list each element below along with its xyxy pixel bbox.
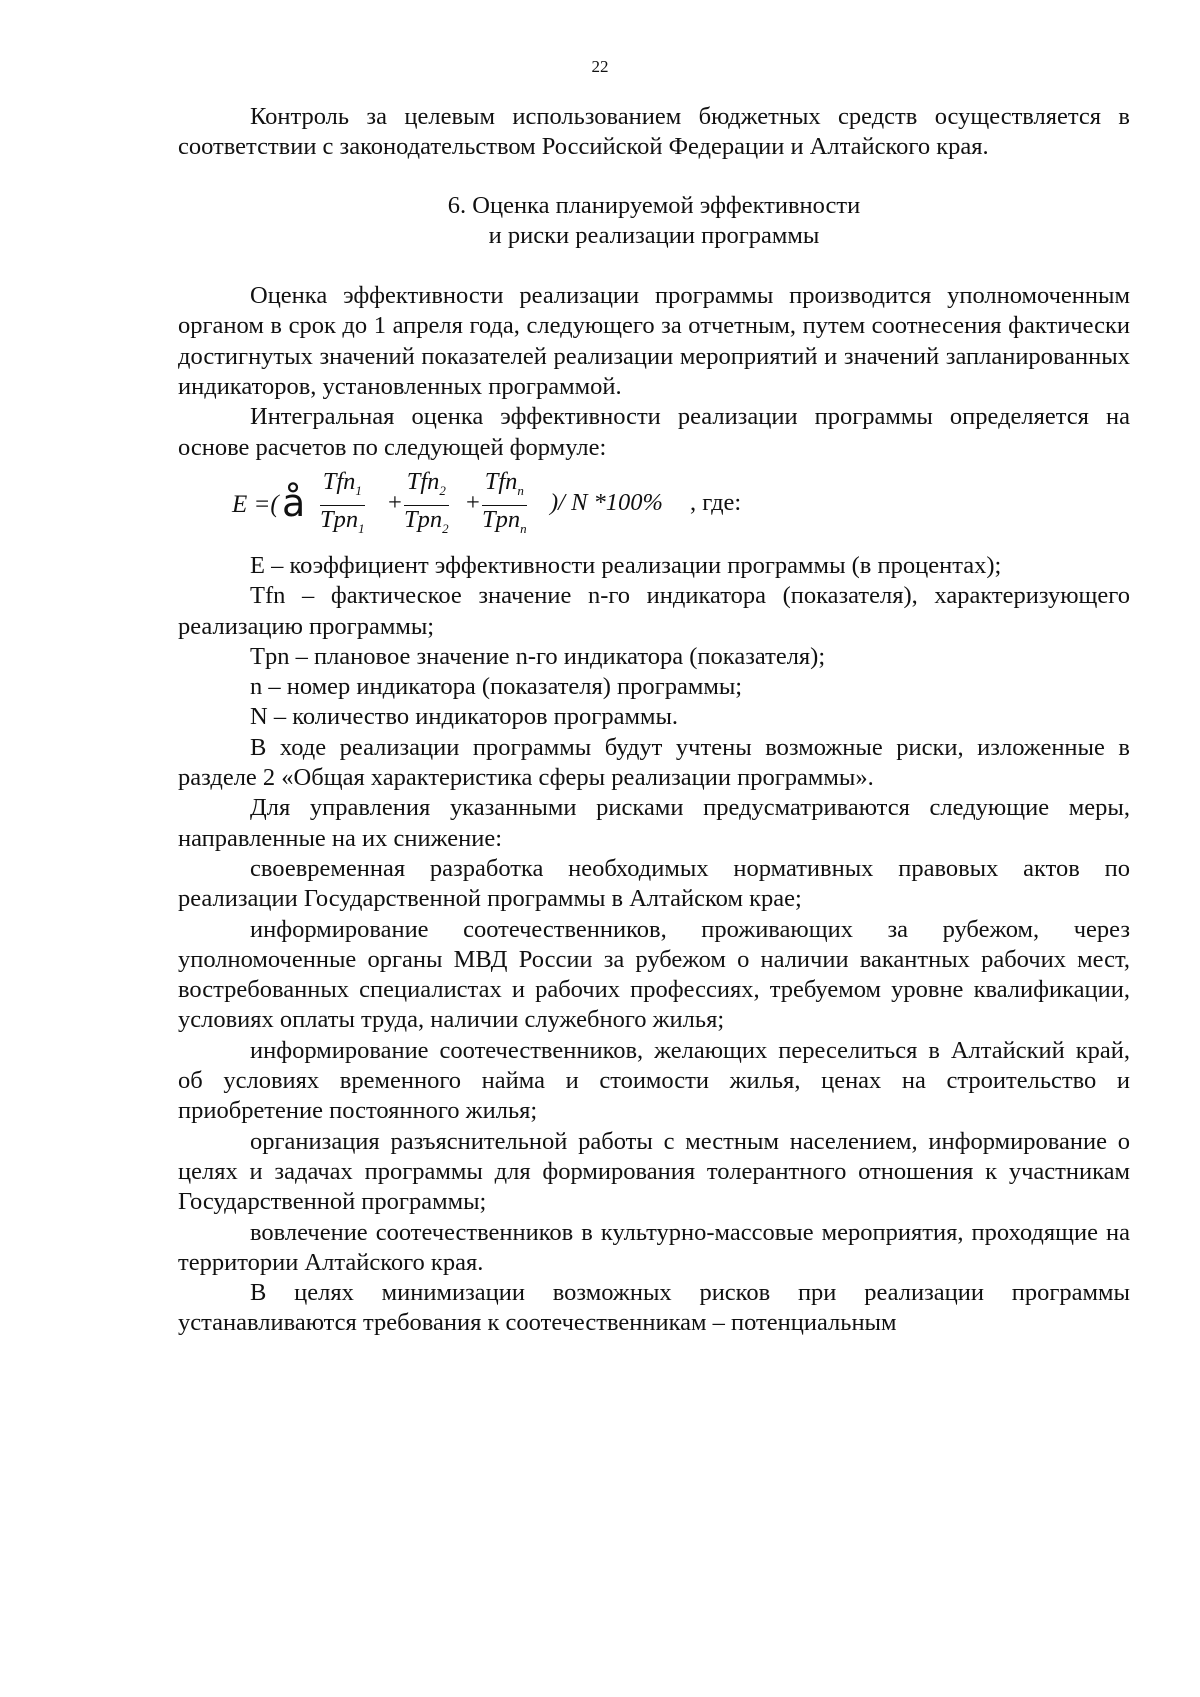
paragraph-risks: В ходе реализации программы будут учтены возможные риски, изложенные в разделе 2 «Общая характеристика сферы реализации программы». xyxy=(178,733,1130,792)
section-title-line-2: и риски реализации программы xyxy=(488,221,820,249)
fraction-2-denominator: Tpn xyxy=(404,505,443,533)
measure-cultural-events: вовлечение соотечественников в культурно-массовые мероприятия, проходящие на территории Алтайского края. xyxy=(178,1218,1130,1276)
formula-fraction-2 xyxy=(404,469,449,543)
measure-informing-housing: информирование соотечественников, желающих переселиться в Алтайский край, об условиях временного найма и стоимости жилья, ценах на строительство и приобретение постоянного жилья; xyxy=(178,1036,1130,1125)
formula-fraction-n xyxy=(482,469,527,543)
fraction-2-denominator-index: 2 xyxy=(442,520,449,536)
fraction-n-denominator: Tpn xyxy=(482,505,521,533)
fraction-n-denominator-index: n xyxy=(520,520,527,536)
measure-legal-acts: своевременная разработка необходимых нормативных правовых актов по реализации Государственной программы в Алтайском крае; xyxy=(178,854,1130,913)
paragraph-integral-estimate: Интегральная оценка эффективности реализации программы определяется на основе расчетов по следующей формуле: xyxy=(178,403,1130,461)
measure-explanatory-work: организация разъяснительной работы с местным населением, информирование о целях и задачах программы для формирования толерантного отношения к участникам Государственной программы; xyxy=(178,1127,1130,1216)
section-title-line-1: 6. Оценка планируемой эффективности xyxy=(447,191,861,219)
formula-lhs: E =( xyxy=(232,490,279,518)
measure-informing-abroad: информирование соотечественников, проживающих за рубежом, через уполномоченные органы МВД России за рубежом о наличии вакантных рабочих мест, востребованных специалистах и рабочих профессиях, требуемом уровне квалификации, условиях оплаты труда, наличии служебного жилья; xyxy=(178,915,1130,1034)
formula-fraction-1 xyxy=(320,469,365,543)
paragraph-requirements: В целях минимизации возможных рисков при реализации программы устанавливаются требования к соотечественникам – потенциальным xyxy=(178,1279,1130,1337)
definition-tfn: Tfn – фактическое значение n-го индикатора (показателя), характеризующего реализацию программы; xyxy=(178,582,1130,640)
definition-n: n – номер индикатора (показателя) программы; xyxy=(250,673,743,701)
efficiency-formula xyxy=(178,467,1130,545)
fraction-2-numerator: Tfn xyxy=(406,467,440,495)
fraction-n-numerator: Tfn xyxy=(484,467,518,495)
formula-sum-symbol: å xyxy=(282,480,306,525)
fraction-1-denominator: Tpn xyxy=(320,505,359,533)
formula-tail: )/ N *100% xyxy=(550,488,663,516)
fraction-2-numerator-index: 2 xyxy=(439,482,446,498)
definition-tpn: Tpn – плановое значение n-го индикатора (показателя); xyxy=(250,642,826,670)
fraction-1-numerator: Tfn xyxy=(322,467,356,495)
paragraph-risk-measures: Для управления указанными рисками предусматриваются следующие меры, направленные на их снижение: xyxy=(178,794,1130,852)
page-number: 22 xyxy=(591,57,609,76)
formula-suffix: , где: xyxy=(690,488,742,516)
definition-e: Е – коэффициент эффективности реализации программы (в процентах); xyxy=(250,551,1002,579)
definition-n-count: N – количество индикаторов программы. xyxy=(250,703,679,731)
fraction-1-denominator-index: 1 xyxy=(358,520,365,536)
fraction-n-numerator-index: n xyxy=(517,482,524,498)
paragraph-budget-control: Контроль за целевым использованием бюджетных средств осуществляется в соответствии с законодательством Российской Федерации и Алтайского края. xyxy=(178,103,1130,161)
fraction-1-numerator-index: 1 xyxy=(355,482,362,498)
paragraph-evaluation: Оценка эффективности реализации программы производится уполномоченным органом в срок до 1 апреля года, следующего за отчетным, путем соотнесения фактически достигнутых значений показателей реализации мероприятий и значений запланированных индикаторов, установленных программой. xyxy=(178,282,1130,401)
formula-plus-2: + xyxy=(466,488,480,516)
document-body xyxy=(178,102,1130,1339)
formula-plus-1: + xyxy=(388,488,402,516)
